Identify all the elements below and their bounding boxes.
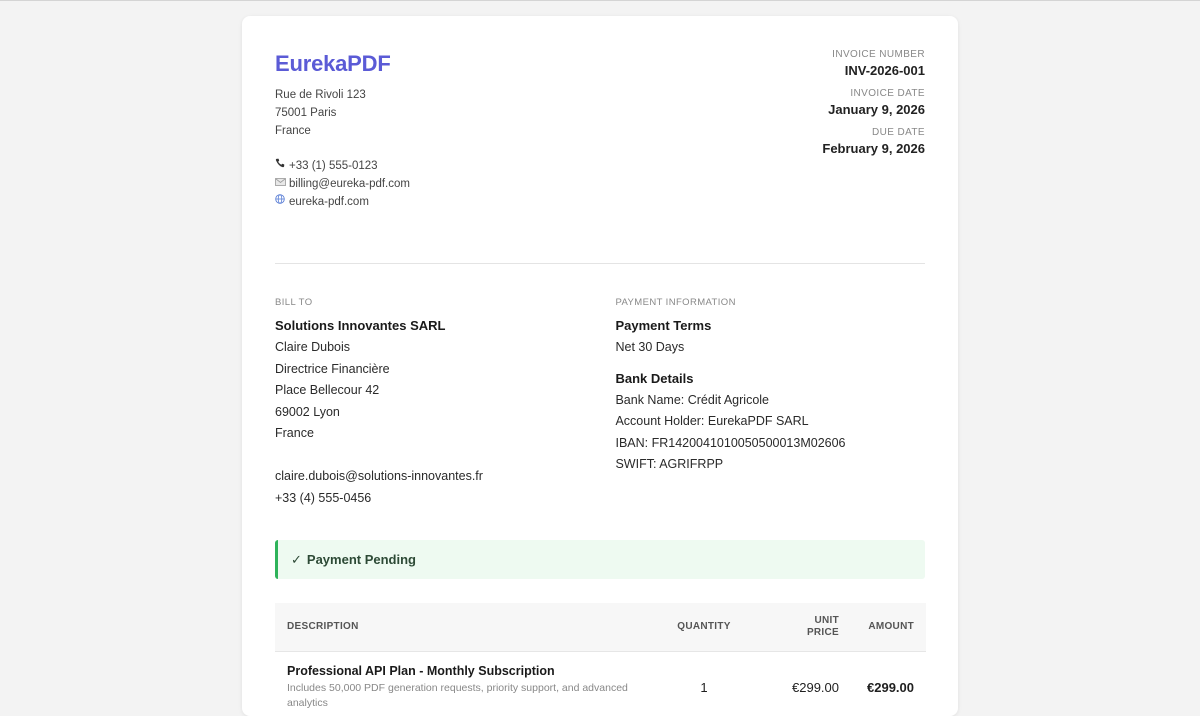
company-name: EurekaPDF (275, 51, 391, 76)
client-city: 69002 Lyon (275, 404, 340, 419)
item-amount: €299.00 (867, 679, 914, 695)
client-name: Solutions Innovantes SARL (275, 318, 446, 333)
company-contacts (275, 157, 410, 211)
client-email[interactable]: claire.dubois@solutions-innovantes.fr (275, 469, 483, 483)
line-items-table (275, 603, 926, 711)
client-contact: Claire Dubois (275, 340, 351, 354)
envelope-icon (275, 175, 289, 193)
table-header-row (275, 603, 926, 651)
item-name: Professional API Plan - Monthly Subscription (287, 663, 555, 678)
company-web-row (275, 193, 410, 211)
address-line: Rue de Rivoli 123 (275, 89, 366, 101)
invoice-date: January 9, 2026 (828, 102, 925, 117)
col-description: DESCRIPTION (287, 621, 359, 633)
company-email-row (275, 175, 410, 193)
company-website[interactable]: eureka-pdf.com (289, 196, 369, 208)
account-holder: Account Holder: EurekaPDF SARL (615, 414, 809, 428)
client-phone: +33 (4) 555-0456 (275, 490, 372, 505)
col-unit-price-line2: PRICE (806, 626, 839, 638)
address-line: 75001 Paris (275, 107, 337, 119)
col-unit-price-line1: UNIT (814, 614, 839, 626)
invoice-number: INV-2026-001 (844, 63, 925, 78)
payment-terms (615, 337, 925, 359)
invoice-date-label: INVOICE DATE (850, 88, 925, 99)
company-phone: +33 (1) 555-0123 (289, 160, 378, 172)
invoice-number-label: INVOICE NUMBER (832, 49, 925, 60)
payment-info-label: PAYMENT INFORMATION (615, 297, 736, 308)
bill-to-block (275, 297, 615, 509)
item-detail: Includes 50,000 PDF generation requests, priority support, and advanced analytics (287, 681, 628, 709)
address-line: France (275, 125, 311, 137)
payment-info-block (615, 297, 925, 509)
col-unit-price (749, 603, 839, 651)
client-street: Place Bellecour 42 (275, 383, 380, 397)
company-address (275, 86, 410, 140)
item-unit-price: €299.00 (792, 679, 839, 695)
company-phone-row (275, 157, 410, 175)
info-section (275, 297, 925, 509)
bill-to-label: BILL TO (275, 297, 313, 308)
swift: SWIFT: AGRIFRPP (615, 457, 724, 471)
client-country: France (275, 426, 314, 440)
bank-details (615, 390, 925, 476)
status-badge (275, 540, 925, 579)
spacer (275, 445, 615, 467)
col-amount: AMOUNT (868, 621, 914, 633)
invoice-meta (822, 49, 925, 247)
iban: IBAN: FR1420041010050500013M02606 (615, 435, 846, 450)
col-quantity: QUANTITY (677, 621, 731, 633)
payment-terms-heading: Payment Terms (615, 318, 712, 333)
bank-name: Bank Name: Crédit Agricole (615, 392, 770, 407)
company-email[interactable]: billing@eureka-pdf.com (289, 178, 410, 190)
globe-icon (275, 193, 289, 211)
payment-terms-value: Net 30 Days (615, 340, 685, 354)
invoice-page (242, 16, 958, 716)
table-row (275, 651, 926, 711)
company-block (275, 49, 410, 247)
bank-details-heading: Bank Details (615, 370, 694, 386)
check-icon: ✓ (291, 551, 302, 567)
header-divider (275, 263, 925, 264)
status-text: Payment Pending (306, 552, 416, 567)
due-date: February 9, 2026 (822, 141, 925, 156)
item-quantity: 1 (700, 679, 708, 695)
invoice-header (275, 49, 925, 247)
client-details (275, 337, 615, 509)
client-title: Directrice Financière (275, 361, 390, 376)
item-description-cell (275, 651, 659, 711)
due-date-label: DUE DATE (871, 127, 925, 138)
phone-icon (275, 157, 289, 175)
